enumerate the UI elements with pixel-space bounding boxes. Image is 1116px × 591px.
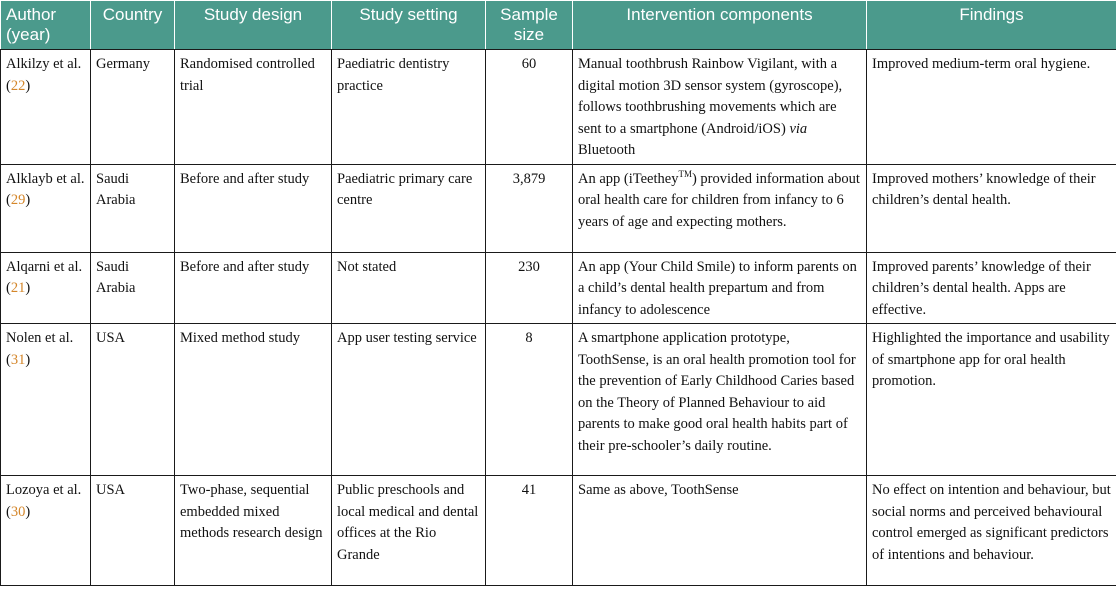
sample-cell: 60 bbox=[486, 50, 573, 165]
design-cell: Before and after study bbox=[175, 164, 332, 252]
setting-cell: Paediatric dentistry practice bbox=[332, 50, 486, 165]
table-row bbox=[1, 50, 1116, 165]
design-cell: Mixed method study bbox=[175, 324, 332, 476]
country-cell: USA bbox=[91, 476, 175, 586]
setting-cell: Paediatric primary care centre bbox=[332, 164, 486, 252]
country-cell: Germany bbox=[91, 50, 175, 165]
header-row bbox=[1, 1, 1116, 50]
intervention-text: An app (iTeethey bbox=[578, 170, 679, 187]
table-row bbox=[1, 476, 1116, 586]
intervention-cell: Same as above, ToothSense bbox=[573, 476, 867, 586]
header-study-setting: Study setting bbox=[332, 1, 486, 50]
reference-link[interactable]: 21 bbox=[10, 280, 26, 296]
header-findings: Findings bbox=[867, 1, 1116, 50]
author-close: ) bbox=[25, 192, 31, 208]
reference-link[interactable]: 30 bbox=[10, 503, 26, 520]
author-cell bbox=[1, 476, 91, 586]
author-close: ) bbox=[25, 351, 31, 368]
intervention-cell: A smartphone application prototype, ToothSense, is an oral health promotion tool for the prevention of Early Childhood Caries based on the Theory of Planned Behaviour to aid parents to make good oral health habits part of their pre-schooler’s daily routine. bbox=[573, 324, 867, 476]
reference-link[interactable]: 22 bbox=[10, 77, 26, 94]
intervention-text-end: ) provided information about oral health care for children from infancy to 6 years of age and expecting mothers. bbox=[578, 170, 860, 230]
findings-cell: Improved medium-term oral hygiene. bbox=[867, 50, 1116, 165]
setting-cell: Not stated bbox=[332, 252, 486, 324]
author-text: Nolen et al. ( bbox=[6, 330, 74, 368]
author-cell bbox=[1, 324, 91, 476]
author-text: Alqarni et al. ( bbox=[6, 258, 83, 296]
author-close: ) bbox=[25, 77, 31, 94]
intervention-cell bbox=[573, 164, 867, 252]
header-country: Country bbox=[91, 1, 175, 50]
trademark-superscript: TM bbox=[678, 168, 692, 179]
findings-cell: Highlighted the importance and usability of smartphone app for oral health promotion. bbox=[867, 324, 1116, 476]
header-study-design: Study design bbox=[175, 1, 332, 50]
author-cell bbox=[1, 164, 91, 252]
header-sample-size: Sample size bbox=[486, 1, 573, 50]
table-row bbox=[1, 164, 1116, 252]
header-intervention: Intervention components bbox=[573, 1, 867, 50]
intervention-cell bbox=[573, 50, 867, 165]
sample-cell: 230 bbox=[486, 252, 573, 324]
author-close: ) bbox=[25, 280, 31, 296]
design-cell: Randomised controlled trial bbox=[175, 50, 332, 165]
author-cell bbox=[1, 50, 91, 165]
intervention-text: Manual toothbrush Rainbow Vigilant, with a digital motion 3D sensor system (gyroscope), follows toothbrushing movements which are sent to a smartphone (Android/iOS) bbox=[578, 56, 843, 137]
intervention-italic: via bbox=[789, 120, 808, 137]
intervention-cell: An app (Your Child Smile) to inform parents on a child’s dental health prepartum and from infancy to adolescence bbox=[573, 252, 867, 324]
sample-cell: 3,879 bbox=[486, 164, 573, 252]
country-cell: USA bbox=[91, 324, 175, 476]
header-author: Author (year) bbox=[1, 1, 91, 50]
reference-link[interactable]: 29 bbox=[10, 192, 26, 208]
sample-cell: 8 bbox=[486, 324, 573, 476]
country-cell: Saudi Arabia bbox=[91, 164, 175, 252]
setting-cell: Public preschools and local medical and dental offices at the Rio Grande bbox=[332, 476, 486, 586]
author-cell bbox=[1, 252, 91, 324]
reference-link[interactable]: 31 bbox=[10, 351, 26, 368]
table-row bbox=[1, 324, 1116, 476]
table-row bbox=[1, 252, 1116, 324]
country-cell: Saudi Arabia bbox=[91, 252, 175, 324]
author-close: ) bbox=[25, 503, 31, 520]
intervention-text-end: Bluetooth bbox=[578, 142, 636, 158]
sample-cell: 41 bbox=[486, 476, 573, 586]
findings-cell: Improved mothers’ knowledge of their children’s dental health. bbox=[867, 164, 1116, 252]
findings-cell: Improved parents’ knowledge of their children’s dental health. Apps are effective. bbox=[867, 252, 1116, 324]
design-cell: Two-phase, sequential embedded mixed methods research design bbox=[175, 476, 332, 586]
author-text: Alklayb et al. ( bbox=[6, 170, 85, 208]
design-cell: Before and after study bbox=[175, 252, 332, 324]
author-text: Lozoya et al. ( bbox=[6, 482, 82, 520]
findings-cell: No effect on intention and behaviour, but social norms and perceived behavioural control emerged as significant predictors of intentions and behaviour. bbox=[867, 476, 1116, 586]
setting-cell: App user testing service bbox=[332, 324, 486, 476]
author-text: Alkilzy et al. ( bbox=[6, 56, 82, 94]
